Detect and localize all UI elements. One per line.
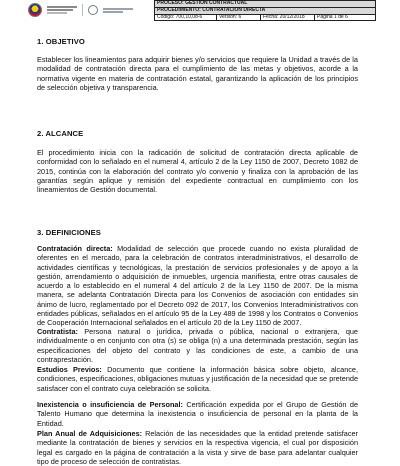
definition-term: Inexistencia o insuficiencia de Personal:: [37, 400, 183, 409]
definition-text: Persona natural o jurídica, privada o pública, nacional o extranjera, que individualmente o en conjunto con otra (s) se obliga (n) a una determinada prestación, según las especificaciones del objeto del contrato y las condiciones de este, a cambio de una contraprestación.: [37, 327, 358, 364]
header-logos: [26, 0, 152, 20]
document-control-table: [154, 0, 376, 21]
paragraph-objetivo: Establecer los lineamientos para adquirir bienes y/o servicios que requiere la Unidad a través de la modalidad de contratación directa para el cumplimiento de las metas y objetivos, acorde a la normativa vigente en materia de contratación estatal, garantizando la aplicación de los principios de selección objetiva y transparencia.: [37, 55, 358, 92]
page-number: Página 1 de 6: [315, 14, 376, 21]
definition-contratacion-directa: [37, 244, 358, 328]
process-value: GESTION CONTRACTUAL: [185, 0, 248, 6]
definition-inexistencia-personal: [37, 400, 358, 428]
university-logo-text: [103, 8, 133, 13]
definition-term: Contratación directa:: [37, 244, 113, 253]
university-logo: [88, 5, 98, 15]
definition-text: Relación de las necesidades que la entidad pretende satisfacer mediante la contratación de bienes y servicios en la respectiva vigencia, el cual por disposición legal es cargado en la página de contratación a la vista y sirve de base para adelantar cualquier tipo de proceso de selección de contratistas.: [37, 429, 358, 466]
definition-text: Modalidad de selección que procede cuando no exista pluralidad de oferentes en el mercado, para la celebración de contratos interadministrativos, el desarrollo de actividades científicas y tecnológicas, la prestación de servicios profesionales y de apoyo a la gestión, arrendamiento o adquisición de inmuebles, urgencia manifiesta, entre otras causales de acuerdo a lo establecido en el numeral 4 del artículo 2 de la Ley 1150 de 2007. De la misma manera, se adelanta Contratación Directa para los Convenios de asociación con entidades sin ánimo de lucro, reglamentado por el Decreto 092 de 2017, los Convenios Interadministrativos con entidades públicas, señalados en el artículo 95 de la Ley 489 de 1998 y los Contratos o Convenios de Cooperación Internacional señalados en el artículo 20 de la Ley 1150 de 2007.: [37, 244, 359, 328]
paragraph-alcance: El procedimiento inicia con la radicación de solicitud de contratación directa aplicable de conformidad con lo señalado en el numeral 4, artículo 2 de la Ley 1150 de 2007, Decreto 1082 de 2015, continúa con la elaboración del contrato y/o convenio y finaliza con la aprobación de las garantías según aplique y remisión del expediente contractual en cumplimiento con los lineamientos de Gestión documental.: [37, 148, 358, 195]
logo-divider: [82, 4, 83, 16]
definition-term: Contratista:: [37, 327, 78, 336]
process-label: PROCESO:: [157, 0, 184, 6]
document-version: Versión: 6: [217, 14, 261, 21]
section-title-definiciones: 3. DEFINICIONES: [37, 228, 101, 237]
document-code: Código: 700,10,08-6: [155, 14, 217, 21]
definition-term: Estudios Previos:: [37, 365, 102, 374]
ministry-logo-text: [47, 6, 77, 14]
procedure-label: PROCEDIMIENTO:: [157, 6, 201, 13]
section-title-alcance: 2. ALCANCE: [37, 129, 84, 138]
definition-plan-anual-adquisiciones: [37, 429, 358, 466]
colombia-coat-of-arms-logo: [28, 3, 42, 17]
definition-estudios-previos: [37, 365, 358, 393]
document-header: [26, 0, 376, 20]
section-title-objetivo: 1. OBJETIVO: [37, 37, 85, 46]
definition-text: Documento que contiene la información básica sobre objeto, alcance, condiciones, especificaciones, obligaciones mutuas y justificación de la necesidad que se pretende satisfacer con el contrato cuya celebración se solicita.: [37, 365, 358, 393]
procedure-value: CONTRATACION DIRECTA: [202, 6, 266, 13]
definition-text: Certificación expedida por el Grupo de Gestión de Talento Humano que determina la inexistencia o insuficiencia de personal en la planta de la Entidad.: [37, 400, 359, 428]
definition-contratista: [37, 327, 358, 364]
document-date: Fecha: 20/12/2018: [261, 14, 315, 21]
definition-term: Plan Anual de Adquisiciones:: [37, 429, 143, 438]
